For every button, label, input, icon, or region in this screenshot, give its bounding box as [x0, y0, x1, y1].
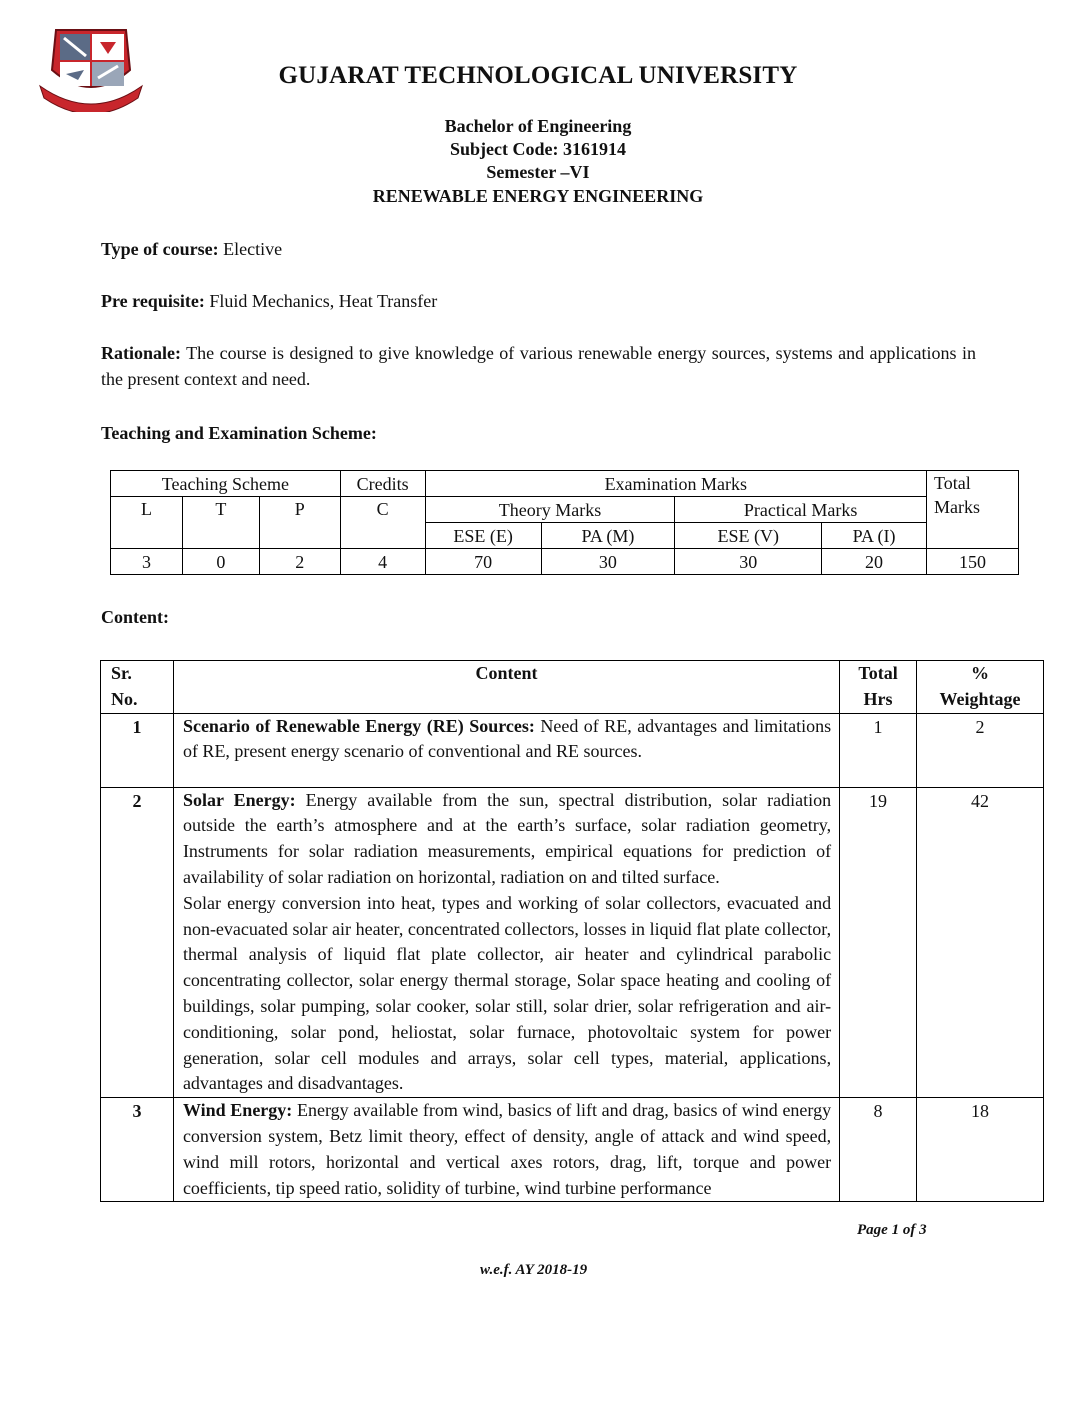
- table-row: [101, 1098, 1044, 1202]
- rationale-value: The course is designed to give knowledge of various renewable energy sources, systems and applications in the present context and need.: [101, 343, 976, 389]
- total-marks-header: Total Marks: [926, 471, 1018, 549]
- t-value: 0: [182, 549, 259, 575]
- theory-marks-header: Theory Marks: [425, 497, 675, 523]
- content-table: [100, 660, 1044, 1202]
- total-hrs-header: Total Hrs: [840, 661, 917, 714]
- exam-marks-header: Examination Marks: [425, 471, 926, 497]
- credits-header: Credits: [340, 471, 425, 497]
- prerequisite: [101, 288, 976, 314]
- practical-marks-header: Practical Marks: [675, 497, 927, 523]
- weightage-header: % Weightage: [917, 661, 1044, 714]
- teaching-scheme-header: Teaching Scheme: [111, 471, 341, 497]
- t-header: T: [182, 497, 259, 549]
- row-sr: 2: [101, 787, 174, 1098]
- row-weight: 42: [917, 787, 1044, 1098]
- row-text: Energy available from wind, basics of lift and drag, basics of wind energy conversion system, Betz limit theory, effect of density, angle of attack and wind speed, wind mill rotors, horizontal and vertical axes rotors, drag, lift, torque and power coefficients, tip speed ratio, solidity of turbine, wind turbine performance: [182, 1100, 832, 1198]
- university-name: GUJARAT TECHNOLOGICAL UNIVERSITY: [278, 62, 798, 89]
- row-hrs: 1: [840, 713, 917, 787]
- rationale-label: Rationale:: [101, 343, 181, 363]
- ese-v-value: 30: [675, 549, 822, 575]
- course-type-label: Type of course:: [101, 239, 219, 259]
- row-text-2: Solar energy conversion into heat, types and working of solar collectors, evacuated and non-evacuated solar air heater, concentrated collectors, losses in liquid flat plate collector, thermal analysis of liquid flat plate collector, air heater and cylindrical parabolic concentrating collector, solar energy thermal storage, Solar space heating and cooling of buildings, solar pumping, solar cooker, solar still, solar drier, solar refrigeration and air-conditioning, solar pond, heliostat, solar furnace, photovoltaic system for power generation, solar cell modules and arrays, solar cell types, material, applications, advantages and disadvantages.: [182, 892, 832, 1094]
- total-value: 150: [926, 549, 1018, 575]
- row-hrs: 8: [840, 1098, 917, 1202]
- row-hrs: 19: [840, 787, 917, 1098]
- pa-i-value: 20: [822, 549, 927, 575]
- row-sr: 1: [101, 713, 174, 787]
- row-title: Wind Energy:: [182, 1100, 293, 1121]
- table-row: [101, 787, 1044, 1098]
- sr-no-header: Sr. No.: [101, 661, 174, 714]
- row-content: [173, 787, 839, 1098]
- pa-m-header: PA (M): [541, 523, 675, 549]
- course-name: RENEWABLE ENERGY ENGINEERING: [372, 186, 704, 206]
- page-number: Page 1 of 3: [857, 1222, 927, 1238]
- row-sr: 3: [101, 1098, 174, 1202]
- teaching-exam-scheme-table: [110, 470, 1019, 575]
- p-header: P: [259, 497, 340, 549]
- effective-year: w.e.f. AY 2018-19: [480, 1262, 588, 1278]
- ese-e-header: ESE (E): [425, 523, 541, 549]
- ese-v-header: ESE (V): [675, 523, 822, 549]
- scheme-heading: Teaching and Examination Scheme:: [101, 423, 377, 443]
- degree: Bachelor of Engineering: [444, 116, 632, 136]
- p-value: 2: [259, 549, 340, 575]
- row-text: Energy available from the sun, spectral distribution, solar radiation outside the earth’s atmosphere and at the earth’s surface, solar radiation geometry, Instruments for solar radiation measurements, empirical equations for prediction of availability of solar radiation on horizontal, radiation on and tilted surface.: [182, 789, 832, 887]
- row-weight: 18: [917, 1098, 1044, 1202]
- l-value: 3: [111, 549, 183, 575]
- c-value: 4: [340, 549, 425, 575]
- pa-m-value: 30: [541, 549, 675, 575]
- semester: Semester –VI: [486, 162, 590, 182]
- prerequisite-value: Fluid Mechanics, Heat Transfer: [204, 291, 438, 311]
- row-content: [173, 1098, 839, 1202]
- content-heading: Content:: [101, 607, 169, 627]
- course-type: [101, 236, 976, 262]
- subject-code: Subject Code: 3161914: [450, 139, 626, 159]
- row-text: Need of RE, advantages and limitations of RE, present energy scenario of conventional and RE sources.: [182, 715, 832, 762]
- content-header: Content: [173, 661, 839, 714]
- pa-i-header: PA (I): [822, 523, 927, 549]
- row-title: Scenario of Renewable Energy (RE) Sources:: [182, 715, 535, 736]
- l-header: L: [111, 497, 183, 549]
- row-content: [173, 713, 839, 787]
- row-title: Solar Energy:: [182, 789, 296, 810]
- prerequisite-label: Pre requisite:: [101, 291, 205, 311]
- ese-e-value: 70: [425, 549, 541, 575]
- rationale: [101, 340, 976, 392]
- c-header: C: [340, 497, 425, 549]
- table-row: [101, 713, 1044, 787]
- row-weight: 2: [917, 713, 1044, 787]
- course-type-value: Elective: [218, 239, 283, 259]
